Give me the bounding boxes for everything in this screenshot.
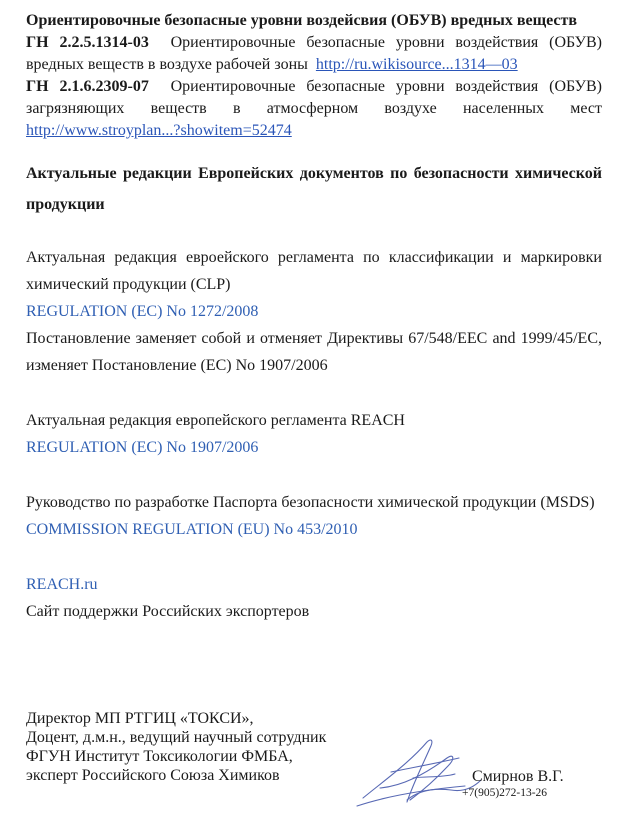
- signature-line-4: эксперт Российского Союза Химиков: [26, 767, 280, 784]
- obuv-item-1-code: ГН 2.2.5.1314-03: [26, 34, 149, 51]
- signature-line-3: ФГУН Институт Токсикологии ФМБА,: [26, 748, 293, 765]
- reach-block: [26, 407, 602, 461]
- obuv-section: [26, 10, 602, 142]
- eu-heading: Актуальные редакции Европейских документов по безопасности химической продукции: [26, 165, 602, 213]
- msds-link[interactable]: COMMISSION REGULATION (EU) No 453/2010: [26, 521, 358, 538]
- handwritten-signature: [355, 728, 485, 814]
- reach-link[interactable]: REGULATION (EC) No 1907/2006: [26, 439, 259, 456]
- signer-name: Смирнов В.Г.: [472, 768, 564, 785]
- obuv-item-1-link[interactable]: http://ru.wikisource...1314—03: [315, 56, 518, 73]
- reach-ru-link[interactable]: REACH.ru: [26, 576, 98, 593]
- reach-text: Актуальная редакция европейского регламента REACH: [26, 412, 405, 429]
- obuv-item-1: [26, 32, 602, 76]
- document-body: [26, 10, 602, 625]
- clp-link[interactable]: REGULATION (EC) No 1272/2008: [26, 303, 259, 320]
- msds-text: Руководство по разработке Паспорта безопасности химической продукции (MSDS): [26, 494, 595, 511]
- msds-block: [26, 489, 602, 543]
- obuv-item-2-code: ГН 2.1.6.2309-07: [26, 78, 149, 95]
- signature-line-1: Директор МП РТГИЦ «ТОКСИ»,: [26, 710, 254, 727]
- obuv-item-1-text: Ориентировочные безопасные уровни воздействия (ОБУВ) вредных веществ в воздухе рабочей зоны: [26, 34, 603, 73]
- obuv-title: Ориентировочные безопасные уровни воздейсвия (ОБУВ) вредных веществ: [26, 12, 577, 29]
- clp-block: [26, 244, 602, 379]
- clp-text: Актуальная редакция евроейского регламента по классификации и маркировки химический продукции (CLP): [26, 249, 602, 293]
- signature-block: [26, 709, 326, 785]
- signer-phone: +7(905)272-13-26: [462, 787, 548, 799]
- obuv-item-2-link[interactable]: http://www.stroyplan...?showitem=52474: [26, 122, 292, 139]
- reach-ru-text: Сайт поддержки Российских экспортеров: [26, 603, 310, 620]
- signature-line-2: Доцент, д.м.н., ведущий научный сотрудник: [26, 729, 327, 746]
- obuv-item-2-text: Ориентировочные безопасные уровни воздействия (ОБУВ) загрязняющих веществ в атмосферном воздухе населенных мест: [26, 78, 603, 117]
- clp-note: Постановление заменяет собой и отменяет Директивы 67/548/EEC and 1999/45/EC, изменяет Постановление (EC) No 1907/2006: [26, 330, 602, 374]
- obuv-item-2: [26, 76, 602, 142]
- reach-ru-block: [26, 571, 602, 625]
